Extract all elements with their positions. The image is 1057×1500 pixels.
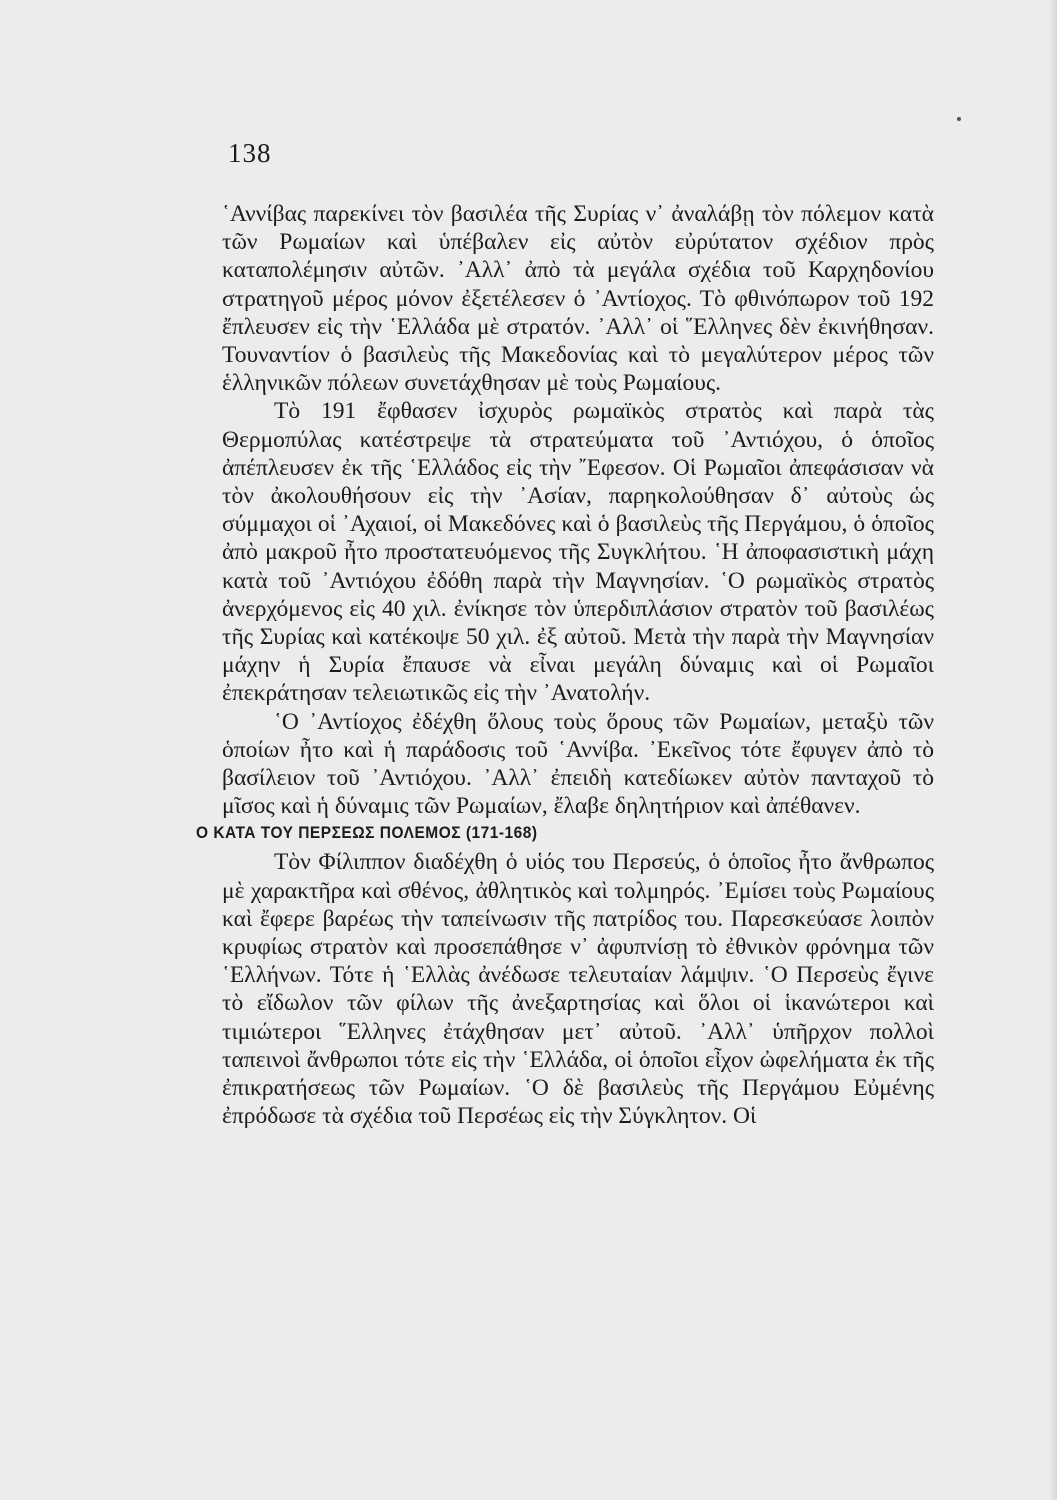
paragraph-antiochus-war: ῾Αννίβας παρεκίνει τὸν βασιλέα τῆς Συρίας ν᾿ ἀναλάβῃ τὸν πόλεμον κατὰ τῶν Ρωμαίων καὶ ὑπέβαλεν εἰς αὐτὸν εὐρύτατον σχέδιον πρὸς καταπολέμησιν αὐτῶν. ᾿Αλλ᾿ ἀπὸ τὰ μεγάλα σχέδια τοῦ Καρχηδονίου στρατηγοῦ μέρος μόνον ἐξετέλεσεν ὁ ᾿Αντίοχος. Τὸ φθινόπωρον τοῦ 192 ἔπλευσεν εἰς τὴν ῾Ελλάδα μὲ στρατόν. ᾿Αλλ᾿ οἱ ῞Ελληνες δὲν ἐκινήθησαν. Τουναντίον ὁ βασιλεὺς τῆς Μακεδονίας καὶ τὸ μεγαλύτερον μέρος τῶν ἑλληνικῶν πόλεων συνετάχθησαν μὲ τοὺς Ρωμαίους. bbox=[222, 201, 934, 397]
section-heading: Ο ΚΑΤΑ ΤΟΥ ΠΕΡΣΕΩΣ ΠΟΛΕΜΟΣ (171-168) bbox=[196, 825, 538, 843]
scan-speck bbox=[957, 117, 961, 121]
paragraph-hannibal-death: ῾Ο ᾿Αντίοχος ἐδέχθη ὅλους τοὺς ὅρους τῶν Ρωμαίων, μεταξὺ τῶν ὁποίων ἦτο καὶ ἡ παράδοσις τοῦ ῾Αννίβα. ᾿Εκεῖνος τότε ἔφυγεν ἀπὸ τὸ βασίλειον τοῦ ᾿Αντιόχου. ᾿Αλλ᾿ ἐπειδὴ κατεδίωκεν αὐτὸν πανταχοῦ τὸ μῖσος καὶ ἡ δύναμις τῶν Ρωμαίων, ἔλαβε δηλητήριον καὶ ἀπέθανεν. bbox=[222, 708, 934, 820]
paragraph-perseus: Τὸν Φίλιππον διαδέχθη ὁ υἱός του Περσεύς, ὁ ὁποῖος ἦτο ἄνθρωπος μὲ χαρακτῆρα καὶ σθένος, ἀθλητικὸς καὶ τολμηρός. ᾿Εμίσει τοὺς Ρωμαίους καὶ ἔφερε βαρέως τὴν ταπείνωσιν τῆς πατρίδος του. Παρεσκεύασε λοιπὸν κρυφίως στρατὸν καὶ προσεπάθησε ν᾿ ἀφυπνίσῃ τὸ ἐθνικὸν φρόνημα τῶν ῾Ελλήνων. Τότε ἡ ῾Ελλὰς ἀνέδωσε τελευταίαν λάμψιν. ῾Ο Περσεὺς ἔγινε τὸ εἴδωλον τῶν φίλων τῆς ἀνεξαρτησίας καὶ ὅλοι οἱ ἱκανώτεροι καὶ τιμιώτεροι ῞Ελληνες ἐτάχθησαν μετ᾿ αὐτοῦ. ᾿Αλλ᾿ ὑπῆρχον πολλοὶ ταπεινοὶ ἄνθρωποι τότε εἰς τὴν ῾Ελλάδα, οἱ ὁποῖοι εἶχον ὠφελήματα ἐκ τῆς ἐπικρατήσεως τῶν Ρωμαίων. ῾Ο δὲ βασιλεὺς τῆς Περγάμου Εὐμένης ἐπρόδωσε τὰ σχέδια τοῦ Περσέως εἰς τὴν Σύγκλητον. Οἱ bbox=[222, 849, 934, 1130]
text-column bbox=[196, 200, 934, 1131]
page-edge bbox=[1051, 0, 1057, 1500]
paragraph-magnesia: Τὸ 191 ἔφθασεν ἰσχυρὸς ρωμαϊκὸς στρατὸς καὶ παρὰ τὰς Θερμοπύλας κατέστρεψε τὰ στρατεύματα τοῦ ᾿Αντιόχου, ὁ ὁποῖος ἀπέπλευσεν ἐκ τῆς ῾Ελλάδος εἰς τὴν ῎Εφεσον. Οἱ Ρωμαῖοι ἀπεφάσισαν νὰ τὸν ἀκολουθήσουν εἰς τὴν ᾿Ασίαν, παρηκολούθησαν δ᾿ αὐτοὺς ὡς σύμμαχοι οἱ ᾿Αχαιοί, οἱ Μακεδόνες καὶ ὁ βασιλεὺς τῆς Περγάμου, ὁ ὁποῖος ἀπὸ μακροῦ ἦτο προστατευόμενος τῆς Συγκλήτου. ῾Η ἀποφασιστικὴ μάχη κατὰ τοῦ ᾿Αντιόχου ἐδόθη παρὰ τὴν Μαγνησίαν. ῾Ο ρωμαϊκὸς στρατὸς ἀνερχόμενος εἰς 40 χιλ. ἐνίκησε τὸν ὑπερδιπλάσιον στρατὸν τοῦ βασιλέως τῆς Συρίας καὶ κατέκοψε 50 χιλ. ἐξ αὐτοῦ. Μετὰ τὴν παρὰ τὴν Μαγνησίαν μάχην ἡ Συρία ἔπαυσε νὰ εἶναι μεγάλη δύναμις καὶ οἱ Ρωμαῖοι ἐπεκράτησαν τελειωτικῶς εἰς τὴν ᾿Ανατολήν. bbox=[222, 398, 934, 707]
page-number: 138 bbox=[228, 138, 272, 168]
